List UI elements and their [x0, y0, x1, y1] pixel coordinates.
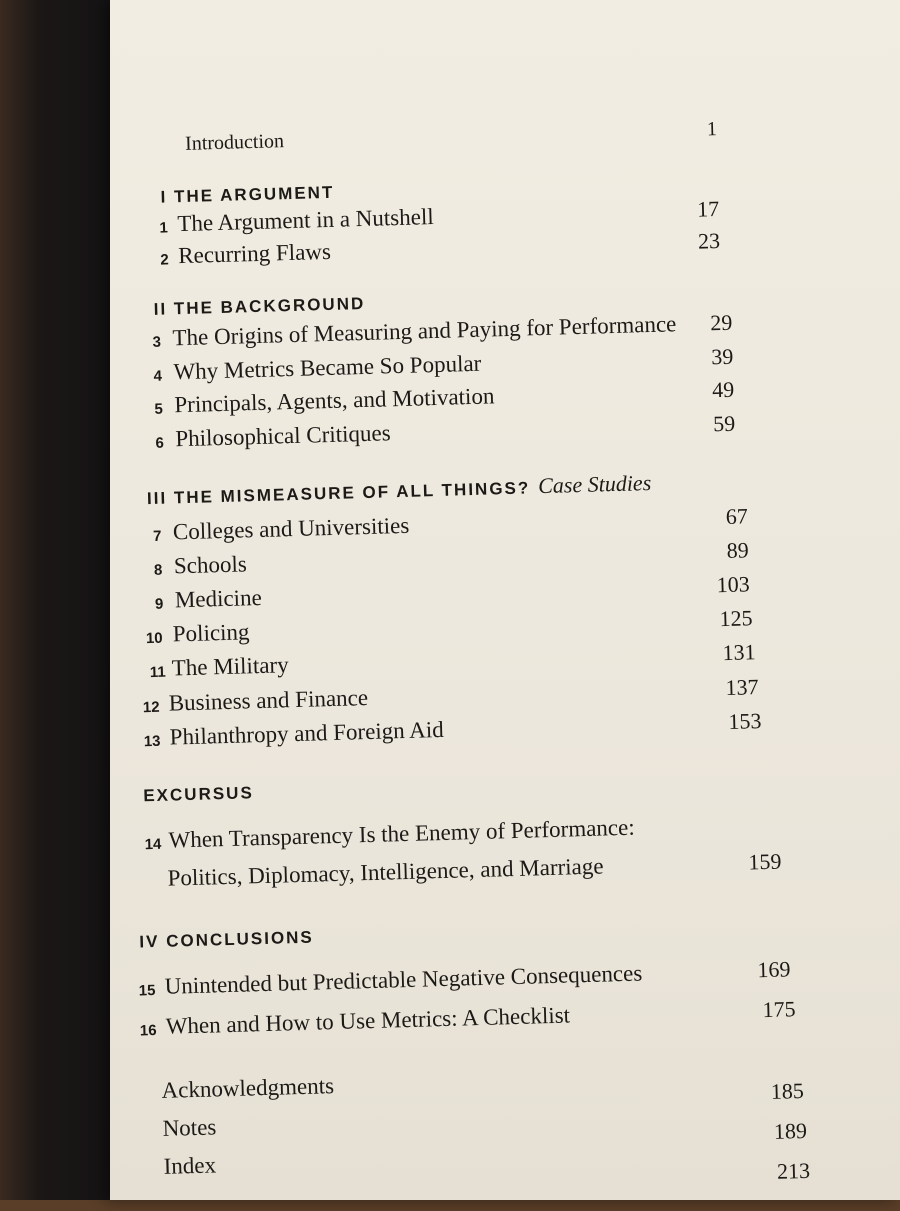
chapter-title: The Military: [171, 652, 289, 681]
chapter-title: Policing: [172, 619, 250, 647]
chapter-number: 13: [143, 732, 161, 751]
chapter-title: The Origins of Measuring and Paying for Performance: [172, 311, 677, 351]
chapter-number: 3: [152, 333, 162, 351]
chapter-title: When Transparency Is the Enemy of Performance:: [168, 814, 635, 853]
chapter-title: Business and Finance: [168, 685, 369, 716]
chapter-title: Philanthropy and Foreign Aid: [169, 716, 445, 750]
chapter-title: Principals, Agents, and Motivation: [174, 383, 495, 418]
toc-title: Introduction: [184, 130, 285, 155]
chapter-title: Colleges and Universities: [172, 512, 410, 545]
chapter-number: 1: [159, 219, 169, 237]
chapter-number: 4: [153, 367, 163, 385]
part-label: I THE ARGUMENT: [160, 182, 335, 207]
chapter-page: 89: [726, 537, 750, 563]
toc-page: 1: [706, 118, 718, 141]
part-label-text: III THE MISMEASURE OF ALL THINGS?: [146, 478, 531, 509]
toc-entry-introduction: [97, 113, 888, 175]
chapter-number: 15: [138, 982, 156, 1000]
chapter-number: 12: [142, 698, 160, 717]
chapter-title: Medicine: [174, 584, 263, 613]
book-page: [110, 0, 900, 1200]
chapter-page: 137: [725, 674, 759, 701]
chapter-number: 14: [144, 835, 162, 854]
chapter-title: Recurring Flaws: [177, 238, 332, 269]
chapter-title: The Argument in a Nutshell: [177, 203, 434, 237]
back-matter-page: 213: [776, 1157, 811, 1184]
chapter-page: 103: [716, 571, 750, 598]
chapter-number: 5: [154, 400, 164, 418]
part-label: IV CONCLUSIONS: [139, 927, 315, 952]
back-matter-title: Notes: [162, 1114, 217, 1141]
chapter-title: Why Metrics Became So Popular: [173, 350, 482, 385]
chapter-number: 9: [154, 595, 164, 613]
part-label: EXCURSUS: [143, 783, 255, 806]
part-subtitle: Case Studies: [537, 470, 652, 499]
chapter-number: 2: [160, 251, 169, 269]
chapter-page: 17: [696, 196, 720, 222]
chapter-number: 10: [145, 629, 163, 648]
chapter-page: 59: [712, 410, 736, 437]
chapter-page: 39: [710, 343, 734, 370]
back-matter-title: Acknowledgments: [161, 1073, 335, 1103]
part-label: II THE BACKGROUND: [153, 293, 366, 319]
chapter-page: 125: [719, 605, 753, 632]
chapter-title: Philosophical Critiques: [175, 420, 391, 452]
chapter-title-line-2: Politics, Diplomacy, Intelligence, and Marriage: [167, 853, 604, 891]
back-matter-page: 185: [770, 1077, 805, 1104]
chapter-title: Schools: [173, 551, 248, 579]
chapter-number: 11: [149, 663, 166, 682]
chapter-number: 7: [152, 527, 162, 545]
toc-entry: [116, 807, 900, 909]
chapter-page: 131: [722, 639, 756, 666]
chapter-page: 153: [728, 708, 762, 734]
chapter-title: Unintended but Predictable Negative Consequences: [164, 960, 643, 999]
chapter-title: When and How to Use Metrics: A Checklist: [165, 1002, 571, 1039]
chapter-number: 8: [153, 561, 163, 579]
part-label: [147, 470, 652, 510]
back-matter-title: Index: [163, 1152, 217, 1179]
chapter-number: 6: [155, 434, 165, 452]
chapter-page: 29: [709, 309, 733, 336]
table-of-contents: [93, 0, 900, 1211]
chapter-page: 169: [757, 956, 791, 983]
chapter-page: 49: [711, 376, 735, 403]
chapter-page: 175: [762, 996, 796, 1023]
chapter-page: 67: [725, 503, 749, 529]
chapter-number: 16: [139, 1022, 157, 1040]
back-matter-page: 189: [773, 1117, 808, 1144]
chapter-page: 23: [697, 227, 721, 254]
chapter-page: 159: [748, 848, 782, 875]
